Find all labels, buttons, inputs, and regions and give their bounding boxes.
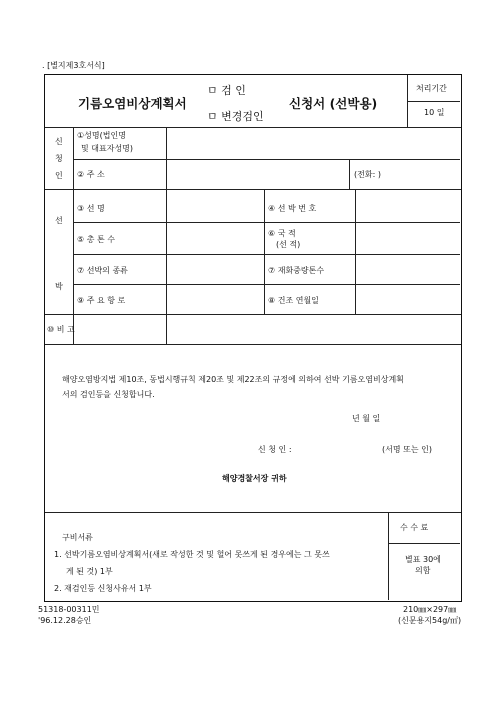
application-text-2: 서의 검인등을 신청합니다.	[62, 390, 155, 399]
period-value: 10 일	[424, 108, 445, 117]
port-of-registry-label: (선 적)	[276, 240, 301, 249]
nationality-label: ⑥ 국 적	[268, 229, 296, 238]
signature-note: (서명 또는 인)	[382, 445, 432, 454]
footer-approval: '96.12.28승인	[38, 616, 92, 625]
documents-item-1a: 1. 선박기름오염비상계획서(새로 작성한 것 및 헐어 못쓰게 된 경우에는 그 못쓰	[54, 550, 330, 559]
check-change-inspection: ㅁ 변경검인	[207, 110, 264, 123]
form-title-left: 기름오염비상계획서	[78, 96, 187, 111]
build-date-label: ⑧ 건조 연월일	[268, 296, 319, 305]
phone-label: (전화: )	[354, 170, 381, 179]
name-label: ①성명(법인명	[77, 131, 126, 140]
footer-paper: (신문용지54g/㎡)	[398, 616, 462, 625]
applicant-sign-label: 신 청 인 :	[258, 445, 292, 454]
documents-title: 구비서류	[62, 533, 93, 542]
documents-item-1b: 게 된 것) 1부	[66, 567, 113, 576]
footer-size: 210㎜×297㎜	[403, 605, 457, 614]
check-inspection: ㅁ 검 인	[207, 84, 246, 97]
remarks-label: ⑩ 비 고	[47, 325, 75, 334]
form-title-right: 신청서 (선박용)	[289, 96, 378, 111]
applicant-label-3: 인	[55, 171, 63, 180]
form-number: . [별지제3호서식]	[42, 61, 105, 70]
main-route-label: ⑨ 주 요 항 로	[77, 296, 126, 305]
fee-value-2: 의함	[415, 566, 431, 575]
applicant-label-2: 청	[55, 154, 63, 163]
name-label-sub: 및 대표자성명)	[81, 144, 134, 153]
ship-label-1: 선	[55, 216, 63, 225]
address-label: ② 주 소	[77, 170, 105, 179]
ship-type-label: ⑦ 선박의 종류	[77, 266, 128, 275]
tonnage-label: ⑤ 총 톤 수	[77, 235, 115, 244]
application-text-1: 해양오염방지법 제10조, 동법시행규칙 제20조 및 제22조의 규정에 의하여 선박 기름오염비상계획	[62, 375, 404, 384]
applicant-label-1: 신	[55, 137, 63, 146]
application-date: 년 월 일	[352, 414, 381, 423]
ship-name-label: ③ 선 명	[77, 204, 105, 213]
fee-label: 수 수 료	[400, 523, 429, 532]
ship-number-label: ④ 선 박 번 호	[268, 204, 317, 213]
period-label: 처리기간	[416, 84, 447, 93]
ship-label-2: 박	[55, 282, 63, 291]
deadweight-label: ⑦ 재화중량톤수	[268, 266, 325, 275]
footer-code: 51318-00311민	[38, 605, 100, 614]
recipient: 해양경찰서장 귀하	[222, 474, 287, 483]
documents-item-2: 2. 재검인등 신청사유서 1부	[54, 584, 152, 593]
fee-value-1: 별표 30에	[405, 555, 441, 564]
